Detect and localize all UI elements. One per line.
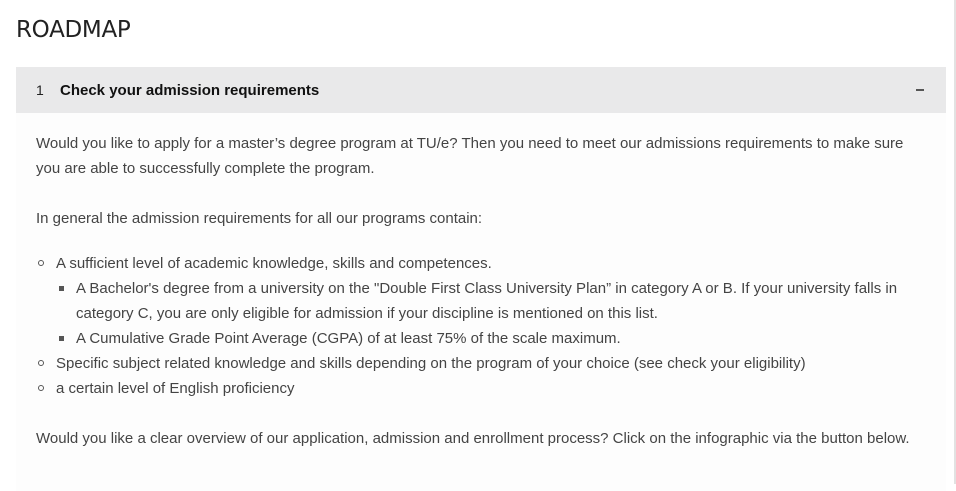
general-requirements-paragraph: In general the admission requirements for all our programs contain: [36, 210, 483, 227]
requirement-text: a certain level of English proficiency [56, 380, 295, 397]
accordion-body [16, 113, 946, 491]
requirement-item-english [36, 376, 926, 401]
intro-paragraph: Would you like to apply for a master’s degree program at TU/e? Then you need to meet our admissions requirements to make sure you are able to successfully complete the program. [36, 135, 904, 177]
page-title: ROADMAP [16, 17, 131, 43]
roadmap-accordion [16, 67, 946, 491]
overview-paragraph: Would you like a clear overview of our application, admission and enrollment process? Click on the infographic via the button below. [36, 430, 910, 447]
step-number: 1 [36, 82, 44, 98]
collapse-minus-icon[interactable] [916, 89, 924, 91]
academic-sub-list [56, 276, 926, 351]
accordion-title: Check your admission requirements [60, 81, 320, 99]
sub-item-cgpa [56, 326, 926, 351]
requirement-text: Specific subject related knowledge and skills depending on the program of your choice (see check your eligibility) [56, 355, 806, 372]
sub-item-bachelor-degree [56, 276, 926, 326]
requirements-list [36, 251, 926, 401]
requirement-item-academic [36, 251, 926, 351]
accordion-header-admission-requirements[interactable] [16, 67, 946, 113]
requirement-item-subject-knowledge [36, 351, 926, 376]
requirement-text: A sufficient level of academic knowledge, skills and competences. [56, 255, 492, 272]
sub-item-text: A Bachelor's degree from a university on the "Double First Class University Plan” in category A or B. If your university falls in category C, you are only eligible for admission if your discipline is mentioned on this list. [76, 280, 898, 322]
sub-item-text: A Cumulative Grade Point Average (CGPA) of at least 75% of the scale maximum. [76, 330, 621, 347]
